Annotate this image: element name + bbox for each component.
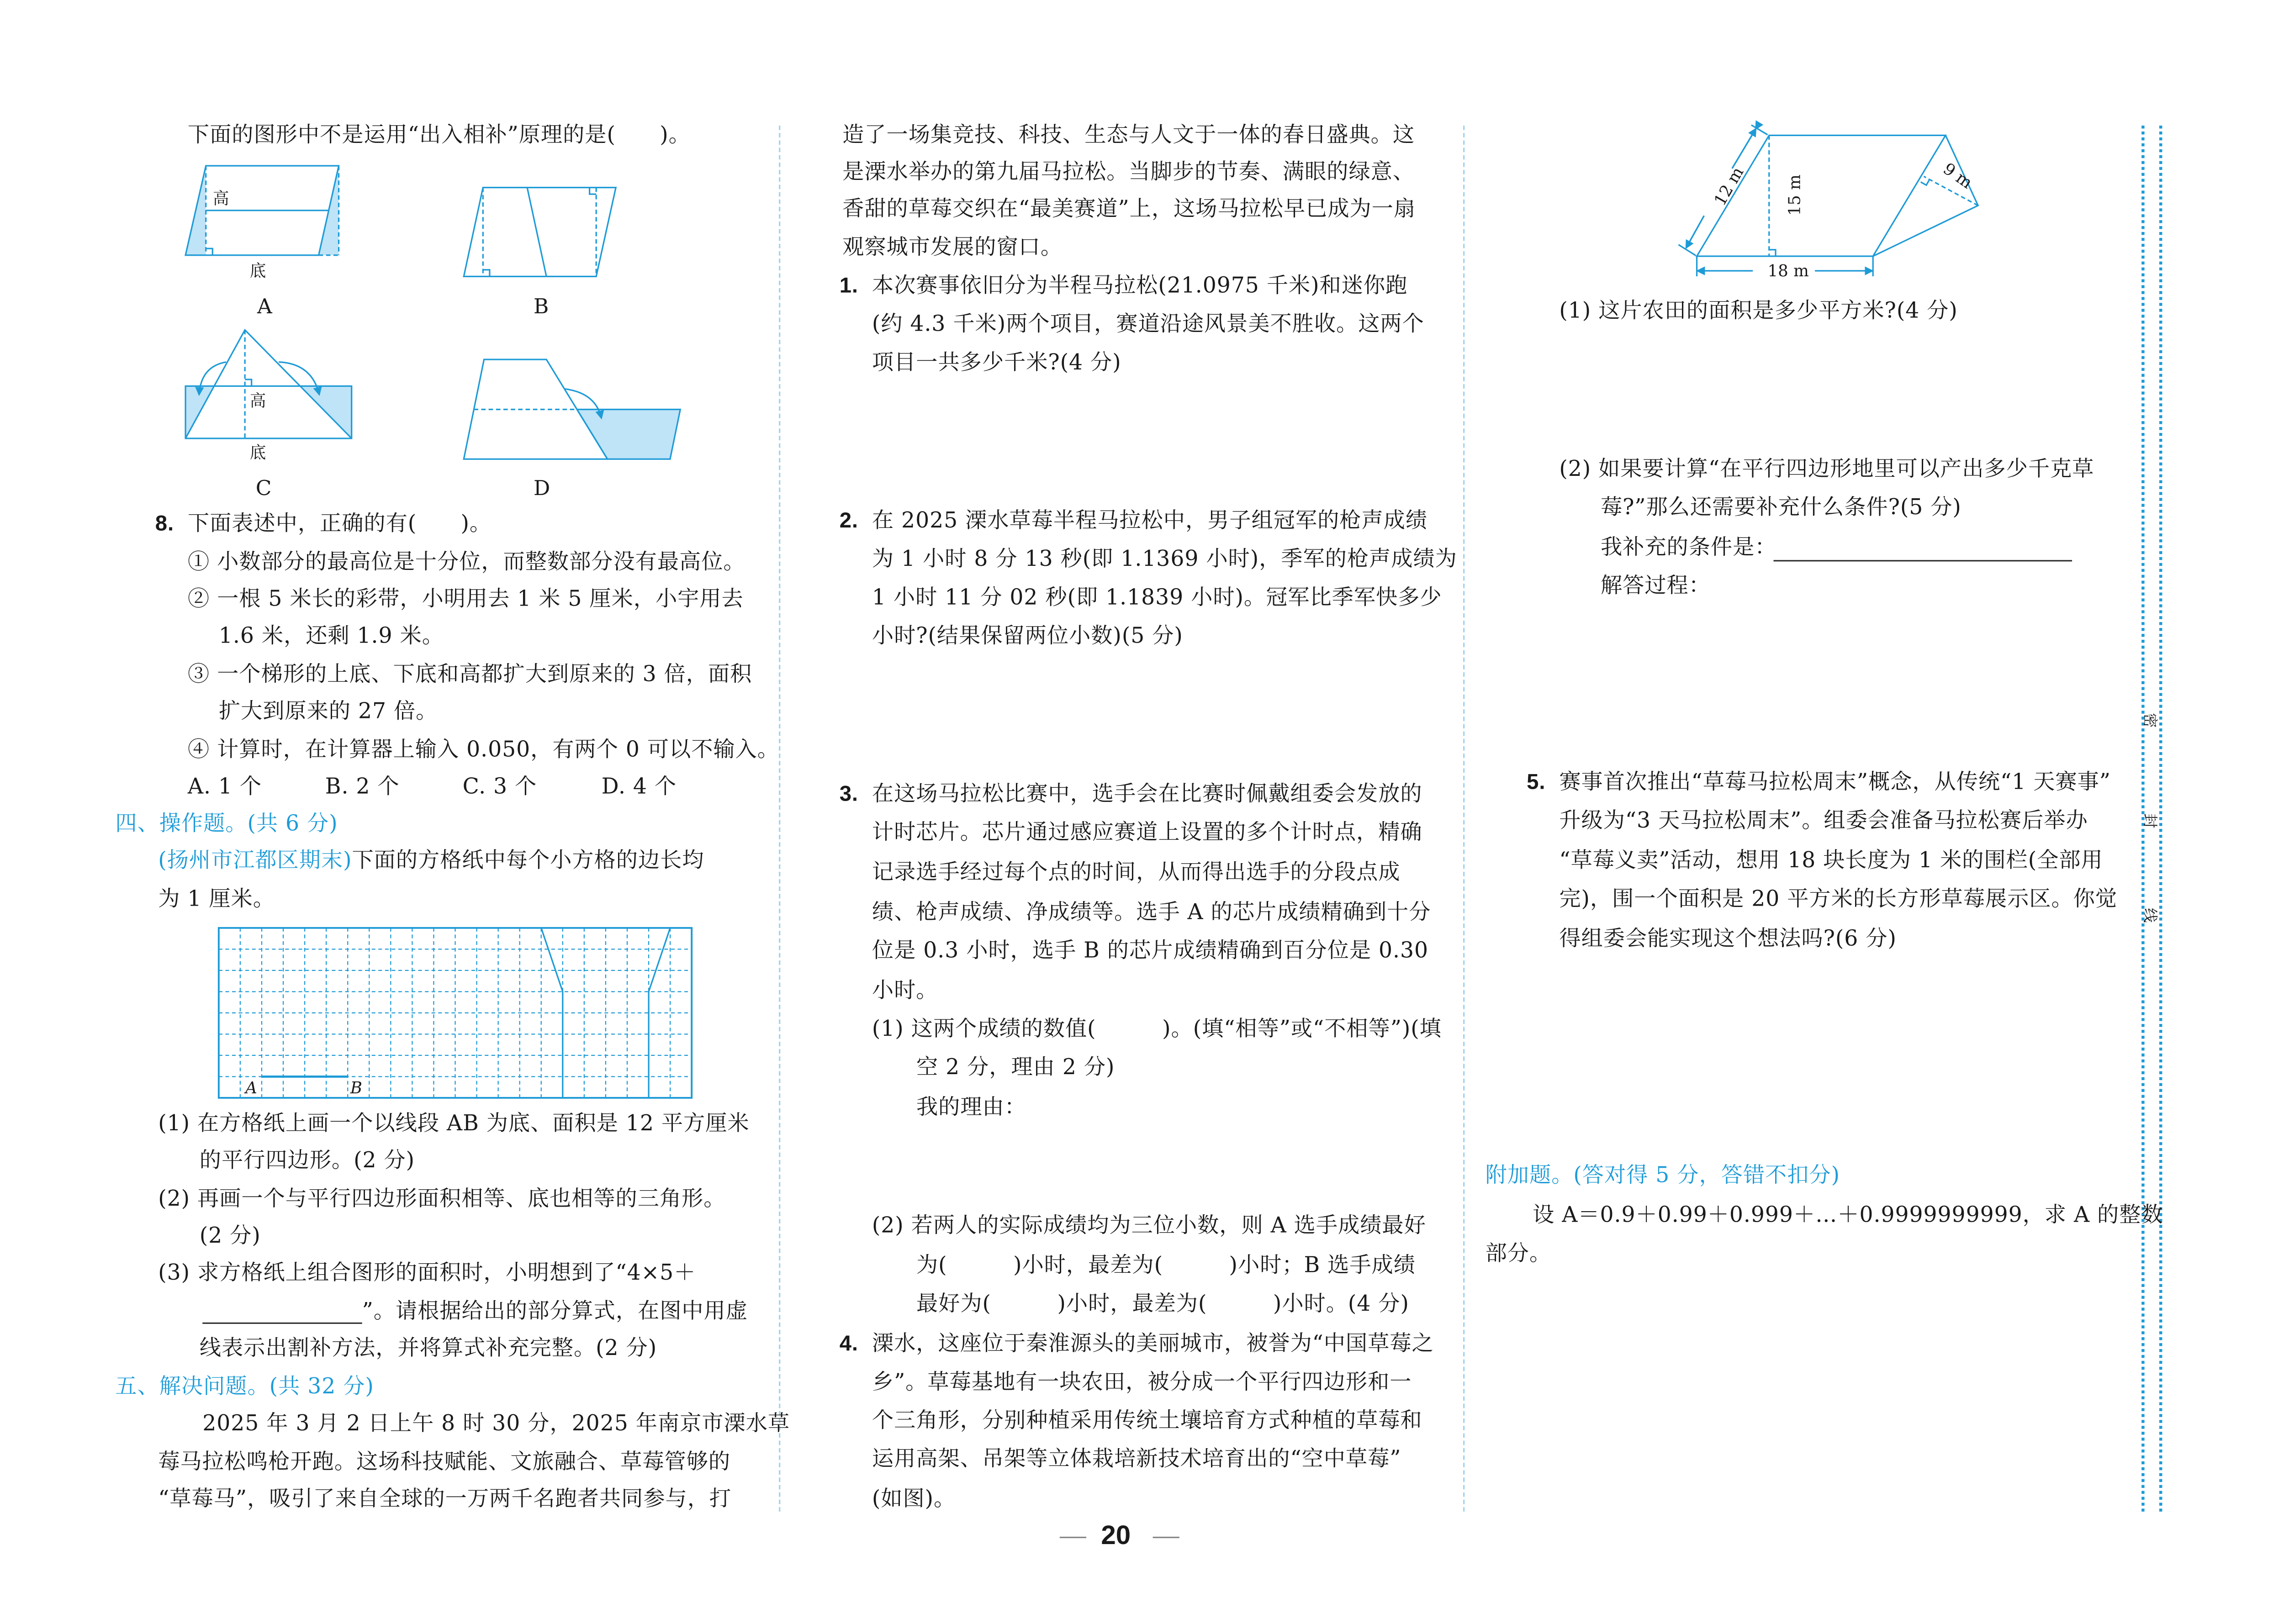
intro-text: 下面的方格纸中每个小方格的边长均 xyxy=(352,848,704,874)
fig-a-label: A xyxy=(257,294,272,318)
page-number: 20 xyxy=(1101,1520,1131,1550)
q3-sub2: 最好为( )小时，最差为( )小时。(4 分) xyxy=(916,1291,1409,1317)
q3-sub2: 为( )小时，最差为( )小时；B 选手成绩 xyxy=(916,1253,1416,1278)
passage-line: 莓马拉松鸣枪开跑。这场科技赋能、文旅融合、草莓管够的 xyxy=(158,1449,731,1475)
bonus-title: 附加题。(答对得 5 分，答错不扣分) xyxy=(1485,1163,1840,1188)
q2-line: 在 2025 溧水草莓半程马拉松中，男子组冠军的枪声成绩 xyxy=(872,508,1428,533)
figure-b xyxy=(464,188,616,277)
q3-sub2: (2) 若两人的实际成绩均为三位小数，则 A 选手成绩最好 xyxy=(872,1213,1426,1239)
q2-line: 1 小时 11 分 02 秒(即 1.1839 小时)。冠军比季军快多少 xyxy=(872,585,1442,611)
fig-a-height-label: 高 xyxy=(212,189,229,208)
fig-b-label: B xyxy=(533,294,549,318)
passage-line: 造了一场集竞技、科技、生态与人文于一体的春日盛典。这 xyxy=(842,122,1415,148)
fig-d-label: D xyxy=(533,475,550,500)
base-label: 18 m xyxy=(1767,262,1809,281)
q3-number: 3. xyxy=(839,783,859,807)
q1-line: (约 4.3 千米)两个项目，赛道沿途风景美不胜收。这两个 xyxy=(872,311,1424,337)
fig-c-label: C xyxy=(255,475,272,500)
section4-sub1: (1) 在方格纸上画一个以线段 AB 为底、面积是 12 平方厘米 xyxy=(158,1111,750,1137)
q3-line: 记录选手经过每个点的时间，从而得出选手的分段点成 xyxy=(872,860,1401,886)
q5-number: 5. xyxy=(1527,771,1546,795)
q4-sub1: (1) 这片农田的面积是多少平方米?(4 分) xyxy=(1559,298,1958,324)
q8-option-c: C. 3 个 xyxy=(462,774,537,800)
q4-line: 溧水，这座位于秦淮源头的美丽城市，被誉为“中国草莓之 xyxy=(872,1331,1434,1357)
binding-char: 线 xyxy=(2141,908,2157,923)
q4-line: (如图)。 xyxy=(872,1486,956,1512)
q3-line: 绩、枪声成绩、净成绩等。选手 A 的芯片成绩精确到十分 xyxy=(872,900,1431,925)
condition-label: 我补充的条件是： xyxy=(1600,535,1777,560)
q8-option-a: A. 1 个 xyxy=(187,774,262,800)
passage-line: 2025 年 3 月 2 日上午 8 时 30 分，2025 年南京市溧水草 xyxy=(202,1411,790,1436)
q1-line: 项目一共多少千米?(4 分) xyxy=(872,350,1121,375)
q7-stem: 下面的图形中不是运用“出入相补”原理的是( )。 xyxy=(187,122,691,148)
q4-line: 乡”。草莓基地有一块农田，被分成一个平行四边形和一 xyxy=(872,1370,1412,1395)
q8-statement: ④ 计算时，在计算器上输入 0.050，有两个 0 可以不输入。 xyxy=(187,737,780,763)
q2-number: 2. xyxy=(839,510,859,533)
side-length-label: 12 m xyxy=(1710,163,1748,209)
passage-line: 观察城市发展的窗口。 xyxy=(842,235,1063,260)
point-b-label: B xyxy=(350,1079,362,1098)
q1-number: 1. xyxy=(839,274,859,299)
section4-sub1: 的平行四边形。(2 分) xyxy=(199,1148,415,1173)
q2-line: 小时?(结果保留两位小数)(5 分) xyxy=(872,623,1183,649)
height-label: 15 m xyxy=(1785,174,1804,216)
bonus-line: 设 A＝0.9＋0.99＋0.999＋…＋0.9999999999，求 A 的整数 xyxy=(1533,1202,2163,1228)
passage-line: 香甜的草莓交织在“最美赛道”上，这场马拉松早已成为一扇 xyxy=(842,196,1416,222)
passage-line: 是溧水举办的第九届马拉松。当脚步的节奏、满眼的绿意、 xyxy=(842,159,1415,185)
q4-number: 4. xyxy=(839,1333,859,1357)
q5-line: 赛事首次推出“草莓马拉松周末”概念，从传统“1 天赛事” xyxy=(1559,770,2111,795)
section4-sub2: (2) 再画一个与平行四边形面积相等、底也相等的三角形。 xyxy=(158,1186,726,1212)
q3-sub1: (1) 这两个成绩的数值( )。(填“相等”或“不相等”)(填 xyxy=(872,1016,1442,1042)
q1-line: 本次赛事依旧分为半程马拉松(21.0975 千米)和迷你跑 xyxy=(872,273,1408,299)
q2-line: 为 1 小时 8 分 13 秒(即 1.1369 小时)，季军的枪声成绩为 xyxy=(872,547,1457,572)
bonus-line: 部分。 xyxy=(1485,1241,1552,1266)
figure-a xyxy=(185,166,339,255)
solution-label: 解答过程： xyxy=(1600,573,1711,599)
q4-line: 运用高架、吊架等立体栽培新技术培育出的“空中草莓” xyxy=(872,1446,1401,1472)
q5-line: 得组委会能实现这个想法吗?(6 分) xyxy=(1559,926,1897,952)
q3-line: 计时芯片。芯片通过感应赛道上设置的多个计时点，精确 xyxy=(872,820,1422,845)
q4-sub2: (2) 如果要计算“在平行四边形地里可以产出多少千克草 xyxy=(1559,456,2094,482)
section4-sub3: (3) 求方格纸上组合图形的面积时，小明想到了“4×5＋ xyxy=(158,1260,696,1286)
q8-statement: 1.6 米，还剩 1.9 米。 xyxy=(218,623,444,649)
figure-d xyxy=(464,359,680,459)
square-grid xyxy=(219,928,692,1098)
fig-c-height-label: 高 xyxy=(249,391,266,411)
binding-char: 封 xyxy=(2141,813,2157,828)
q3-reason-label: 我的理由： xyxy=(916,1095,1026,1120)
q3-line: 在这场马拉松比赛中，选手会在比赛时佩戴组委会发放的 xyxy=(872,781,1422,807)
figure-c xyxy=(185,330,352,438)
q4-line: 个三角形，分别种植采用传统土壤培育方式种植的草莓和 xyxy=(872,1408,1422,1434)
q4-sub2: 莓?”那么还需要补充什么条件?(5 分) xyxy=(1600,495,1961,520)
q5-line: “草莓义卖”活动，想用 18 块长度为 1 米的围栏(全部用 xyxy=(1559,848,2103,874)
fig-c-base-label: 底 xyxy=(249,443,266,462)
point-a-label: A xyxy=(245,1079,257,1098)
q5-line: 升级为“3 天马拉松周末”。组委会准备马拉松赛后举办 xyxy=(1559,808,2088,833)
section4-sub2: (2 分) xyxy=(199,1223,261,1249)
q8-statement: 扩大到原来的 27 倍。 xyxy=(218,699,438,724)
source-tag: (扬州市江都区期末) xyxy=(158,848,352,874)
q8-statement: ② 一根 5 米长的彩带，小明用去 1 米 5 厘米，小宇用去 xyxy=(187,586,744,612)
passage-line: “草莓马”，吸引了来自全球的一万两千名跑者共同参与，打 xyxy=(158,1486,732,1512)
section4-title: 四、操作题。(共 6 分) xyxy=(115,811,338,837)
q8-option-d: D. 4 个 xyxy=(601,774,677,800)
triangle-height-label: 9 m xyxy=(1940,159,1976,193)
q8-number: 8. xyxy=(155,512,174,537)
fig-a-base-label: 底 xyxy=(249,262,266,281)
section5-title: 五、解决问题。(共 32 分) xyxy=(115,1374,374,1399)
section4-sub3: ”。请根据给出的部分算式，在图中用虚 xyxy=(362,1298,748,1324)
section4-intro: 为 1 厘米。 xyxy=(158,886,275,912)
q5-line: 完)，围一个面积是 20 平方米的长方形草莓展示区。你觉 xyxy=(1559,886,2118,912)
section4-sub3: 线表示出割补方法，并将算式补充完整。(2 分) xyxy=(199,1335,657,1361)
q8-stem: 下面表述中，正确的有( )。 xyxy=(187,511,492,537)
q8-statement: ③ 一个梯形的上底、下底和高都扩大到原来的 3 倍，面积 xyxy=(187,662,752,687)
q3-line: 小时。 xyxy=(872,978,938,1003)
q8-option-b: B. 2 个 xyxy=(325,774,400,800)
q8-statement: ① 小数部分的最高位是十分位，而整数部分没有最高位。 xyxy=(187,549,745,575)
q3-sub1: 空 2 分，理由 2 分) xyxy=(916,1055,1115,1081)
binding-char: 密 xyxy=(2141,713,2157,728)
q3-line: 位是 0.3 小时，选手 B 的芯片成绩精确到百分位是 0.30 xyxy=(872,938,1429,964)
